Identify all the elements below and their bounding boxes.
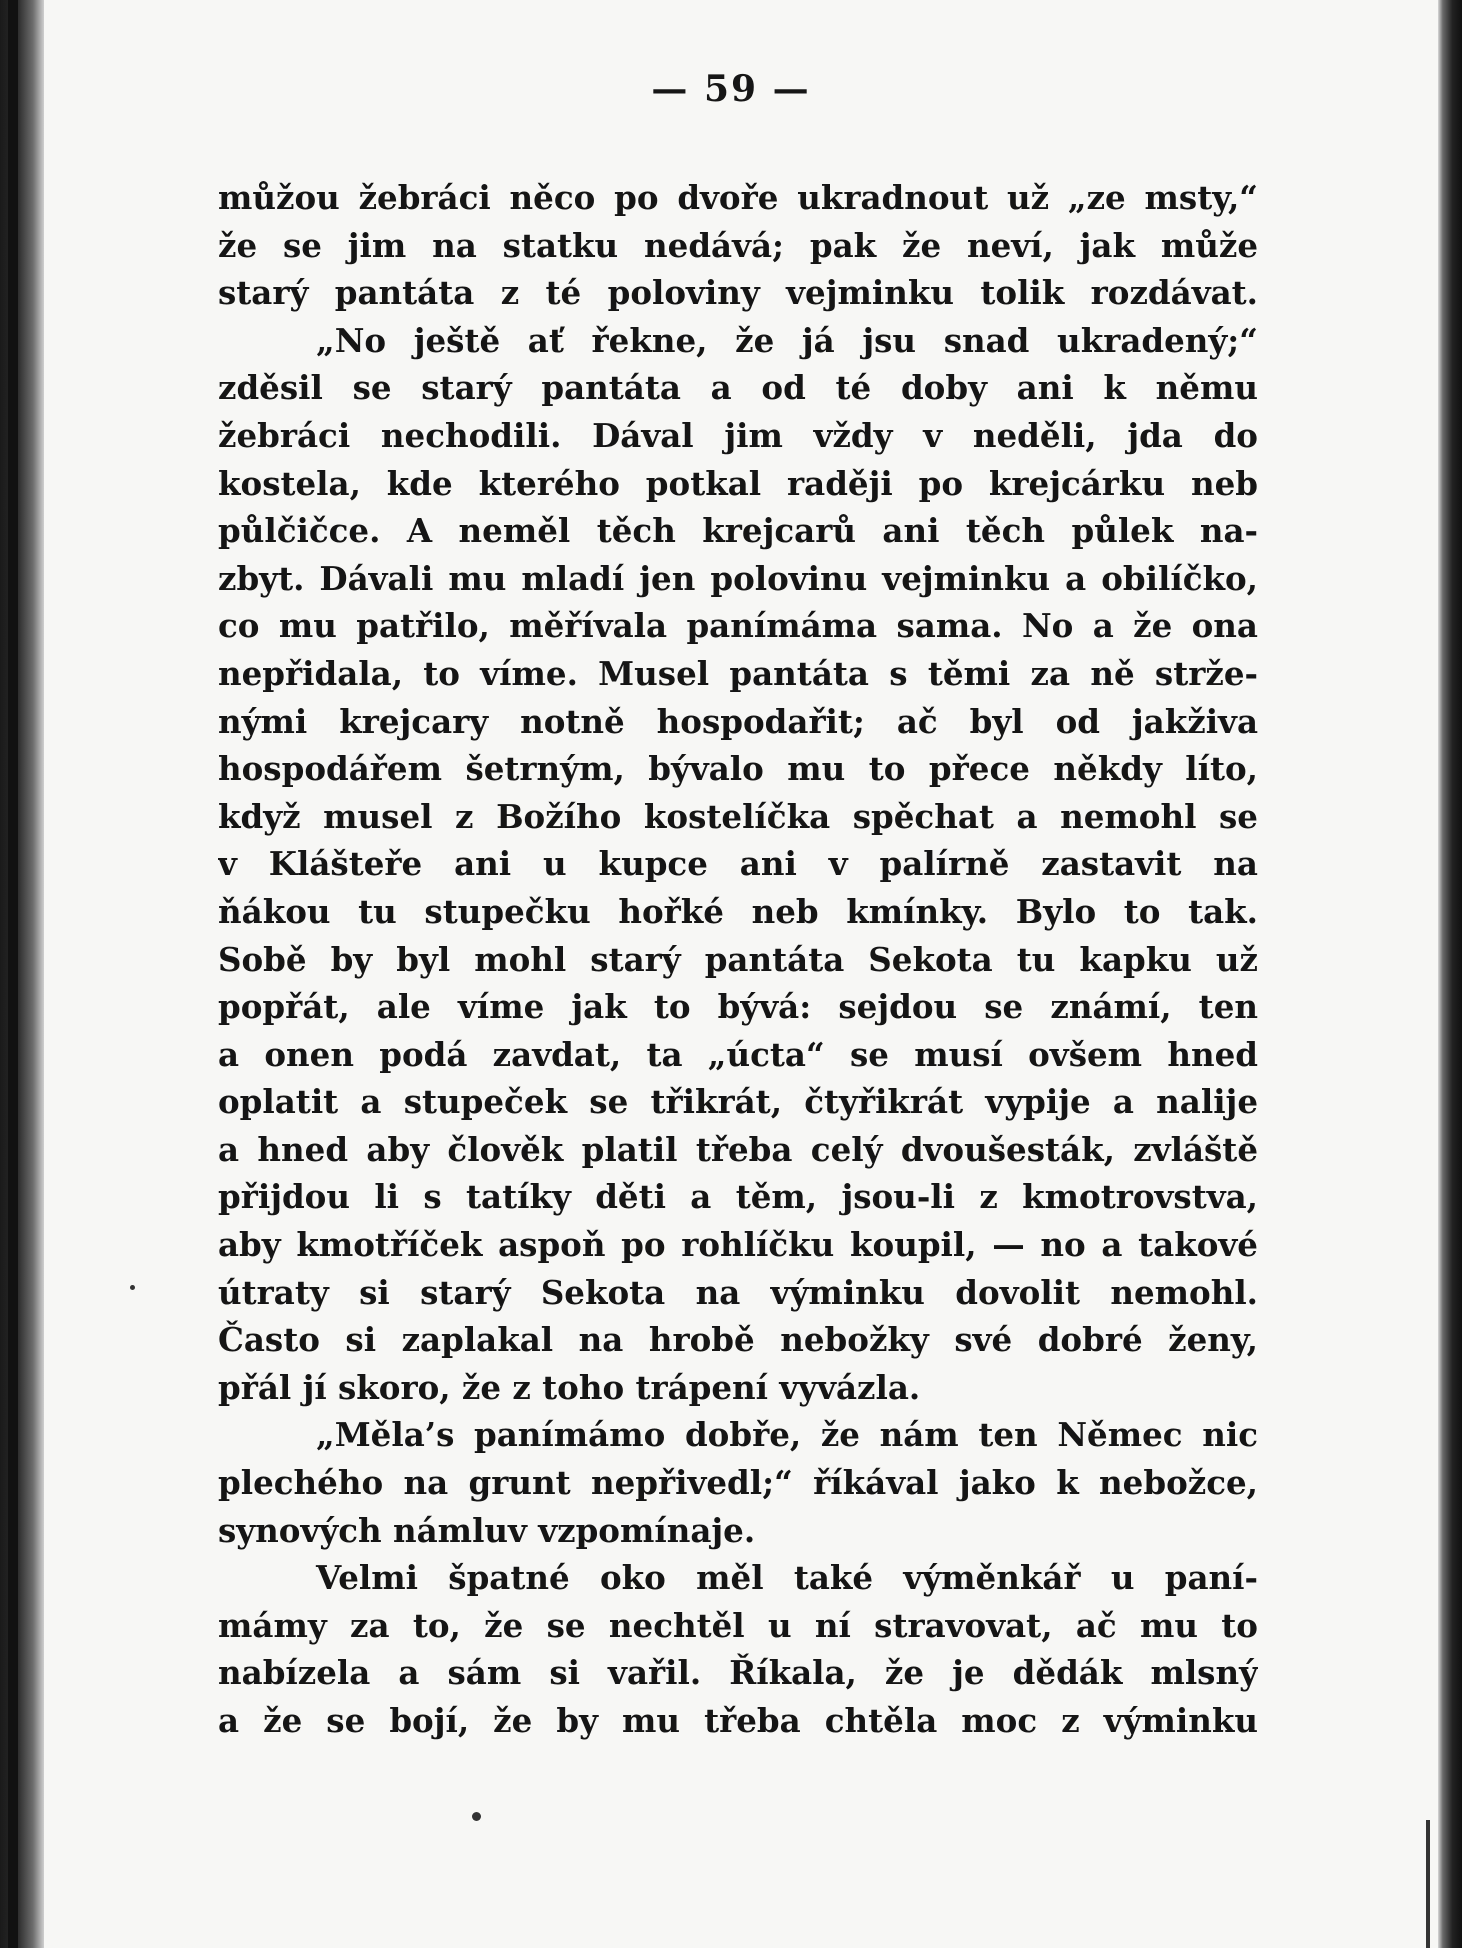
text-line: Sobě by byl mohl starý pantáta Sekota tu kapku už [218,939,1258,979]
page-left-edge-shadow [0,0,44,1948]
page-edge-mark [1426,1820,1430,1948]
page-binding-line [8,0,18,1948]
text-line: mámy za to, že se nechtěl u ní stravovat, ač mu to [218,1605,1258,1645]
text-line: když musel z Božího kostelíčka spěchat a nemohl se [218,796,1258,836]
text-line: a že se bojí, že by mu třeba chtěla moc z výminku [218,1701,1258,1740]
text-line: přál jí skoro, že z toho trápení vyvázla. [218,1367,921,1407]
text-line: zbyt. Dávali mu mladí jen polovinu vejminku a obilíčko, [218,558,1258,598]
text-line: aby kmotříček aspoň po rohlíčku koupil, — no a takové [218,1225,1258,1265]
text-line: Často si zaplakal na hrobě nebožky své dobré ženy, [218,1320,1258,1360]
text-line: starý pantáta z té poloviny vejminku tolik rozdávat. [218,273,1258,313]
text-line: „No ještě ať řekne, že já jsu snad ukradený;“ [316,320,1258,360]
text-line: „Měla’s panímámo dobře, že nám ten Němec nic [316,1415,1258,1455]
ink-speck [130,1285,135,1290]
text-line: útraty si starý Sekota na výminku dovolit nemohl. [218,1272,1258,1312]
text-line: oplatit a stupeček se třikrát, čtyřikrát vypije a nalije [218,1082,1258,1122]
text-line: můžou žebráci něco po dvoře ukradnout už „ze msty,“ [218,178,1258,217]
page-number: — 59 — [651,68,811,110]
text-line: kostela, kde kterého potkal raději po krejcárku neb [218,463,1258,503]
text-line: půlčičce. A neměl těch krejcarů ani těch půlek na- [218,511,1258,551]
text-line: v Klášteře ani u kupce ani v palírně zastavit na [218,844,1258,884]
text-line: hospodářem šetrným, bývalo mu to přece někdy líto, [218,749,1258,789]
text-line: Velmi špatné oko měl také výměnkář u paní- [316,1558,1258,1598]
text-line: nepřidala, to víme. Musel pantáta s těmi za ně strže- [218,653,1258,693]
ink-speck [472,1812,481,1821]
text-line: nými krejcary notně hospodařit; ač byl od jakživa [218,701,1258,741]
page-right-edge-shadow [1438,0,1462,1948]
body-text [218,174,1258,1745]
text-line: ňákou tu stupečku hořké neb kmínky. Bylo to tak. [218,891,1258,931]
text-line: žebráci nechodili. Dával jim vždy v neděli, jda do [218,415,1258,455]
text-line: a hned aby člověk platil třeba celý dvoušesták, zvláště [218,1129,1258,1169]
text-line: přijdou li s tatíky děti a těm, jsou-li z kmotrovstva, [218,1177,1258,1217]
text-line: plechého na grunt nepřivedl;“ říkával jako k nebožce, [218,1463,1258,1503]
text-line: co mu patřilo, měřívala panímáma sama. No a že ona [218,606,1258,646]
text-line: a onen podá zavdat, ta „úcta“ se musí ovšem hned [218,1034,1258,1074]
text-line: nabízela a sám si vařil. Říkala, že je dědák mlsný [218,1653,1258,1693]
text-line: že se jim na statku nedává; pak že neví, jak může [218,225,1258,265]
text-line: synových námluv vzpomínaje. [218,1510,756,1550]
text-line: popřát, ale víme jak to bývá: sejdou se známí, ten [218,987,1258,1027]
text-line: zděsil se starý pantáta a od té doby ani k němu [218,368,1258,408]
